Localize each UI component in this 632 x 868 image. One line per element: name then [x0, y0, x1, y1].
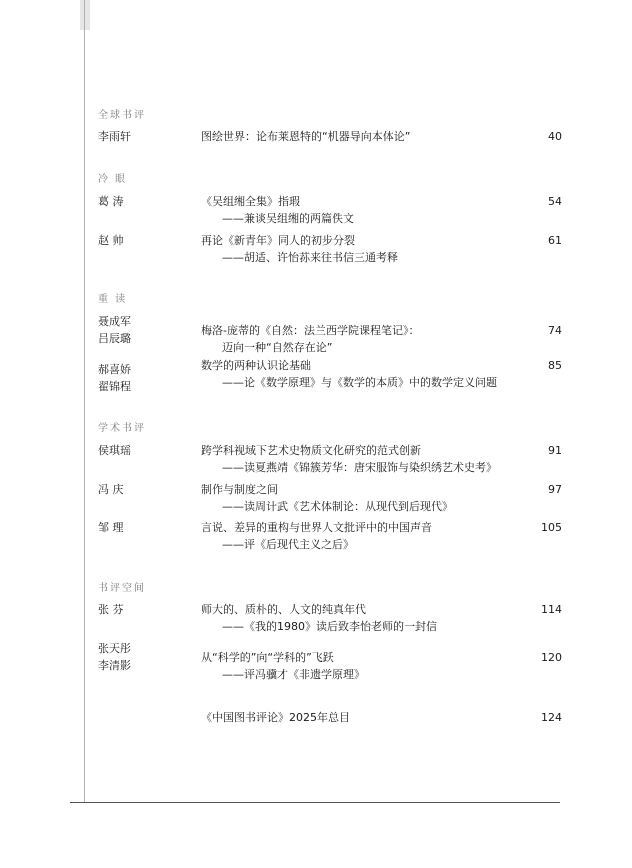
article-subtitle: ——评《后现代主义之后》: [222, 538, 354, 551]
page-number: 61: [548, 234, 562, 247]
author: 张天彤: [98, 642, 131, 655]
author: 葛 涛: [98, 195, 124, 208]
article-subtitle: ——读夏燕靖《锦簇芳华：唐宋服饰与染织绣艺术史考》: [222, 461, 497, 474]
article-subtitle: ——读周计武《艺术体制论：从现代到后现代》: [222, 500, 453, 513]
article-title[interactable]: 《吴组缃全集》指瑕: [201, 195, 300, 208]
article-title[interactable]: 从“科学的”向“学科的”飞跃: [201, 651, 334, 664]
section-heading-space: 书评空间: [98, 583, 146, 594]
author: 李雨轩: [98, 130, 131, 143]
article-subtitle: ——《我的1980》读后致李怡老师的一封信: [222, 620, 437, 633]
author: 聂成军: [98, 315, 131, 328]
page-number: 91: [548, 444, 562, 457]
article-title[interactable]: 制作与制度之间: [201, 483, 278, 496]
author: 冯 庆: [98, 483, 124, 496]
author: 邹 理: [98, 521, 124, 534]
article-title[interactable]: 梅洛-庞蒂的《自然：法兰西学院课程笔记》：: [201, 324, 420, 337]
page-number: 85: [548, 359, 562, 372]
page-number: 40: [548, 130, 562, 143]
section-heading-cold: 冷 眼: [98, 174, 128, 185]
article-title[interactable]: 再论《新青年》同人的初步分裂: [201, 234, 355, 247]
article-title[interactable]: 《中国图书评论》2025年总目: [201, 711, 350, 724]
author: 郝喜娇: [98, 363, 131, 376]
article-subtitle: ——评冯骥才《非遗学原理》: [222, 668, 365, 681]
article-subtitle: ——论《数学原理》与《数学的本质》中的数学定义问题: [222, 376, 497, 389]
article-subtitle: ——胡适、许怡荪来往书信三通考释: [222, 251, 398, 264]
page-number: 124: [541, 711, 562, 724]
author: 赵 帅: [98, 234, 124, 247]
author: 吕辰璐: [98, 332, 131, 345]
section-heading-academic: 学术书评: [98, 423, 146, 434]
article-title[interactable]: 师大的、质朴的、人文的纯真年代: [201, 603, 366, 616]
author: 翟锦程: [98, 380, 131, 393]
section-heading-global: 全球书评: [98, 110, 146, 121]
article-title[interactable]: 数学的两种认识论基础: [201, 359, 311, 372]
page-number: 54: [548, 195, 562, 208]
author: 侯琪瑶: [98, 444, 131, 457]
binding-tab: [80, 0, 90, 30]
article-title[interactable]: 图绘世界：论布莱恩特的“机器导向本体论”: [201, 130, 411, 143]
margin-rule: [84, 0, 85, 803]
section-heading-reread: 重 读: [98, 294, 128, 305]
article-subtitle: 迈向一种“自然存在论”: [222, 341, 333, 354]
footer-rule: [70, 802, 560, 803]
page-number: 120: [541, 651, 562, 664]
author: 李清影: [98, 659, 131, 672]
page-number: 114: [541, 603, 562, 616]
author: 张 芬: [98, 603, 124, 616]
page-number: 105: [541, 521, 562, 534]
article-title[interactable]: 言说、差异的重构与世界人文批评中的中国声音: [201, 521, 432, 534]
page-number: 97: [548, 483, 562, 496]
page-number: 74: [548, 324, 562, 337]
article-title[interactable]: 跨学科视域下艺术史物质文化研究的范式创新: [201, 444, 421, 457]
article-subtitle: ——兼谈吴组缃的两篇佚文: [222, 212, 354, 225]
